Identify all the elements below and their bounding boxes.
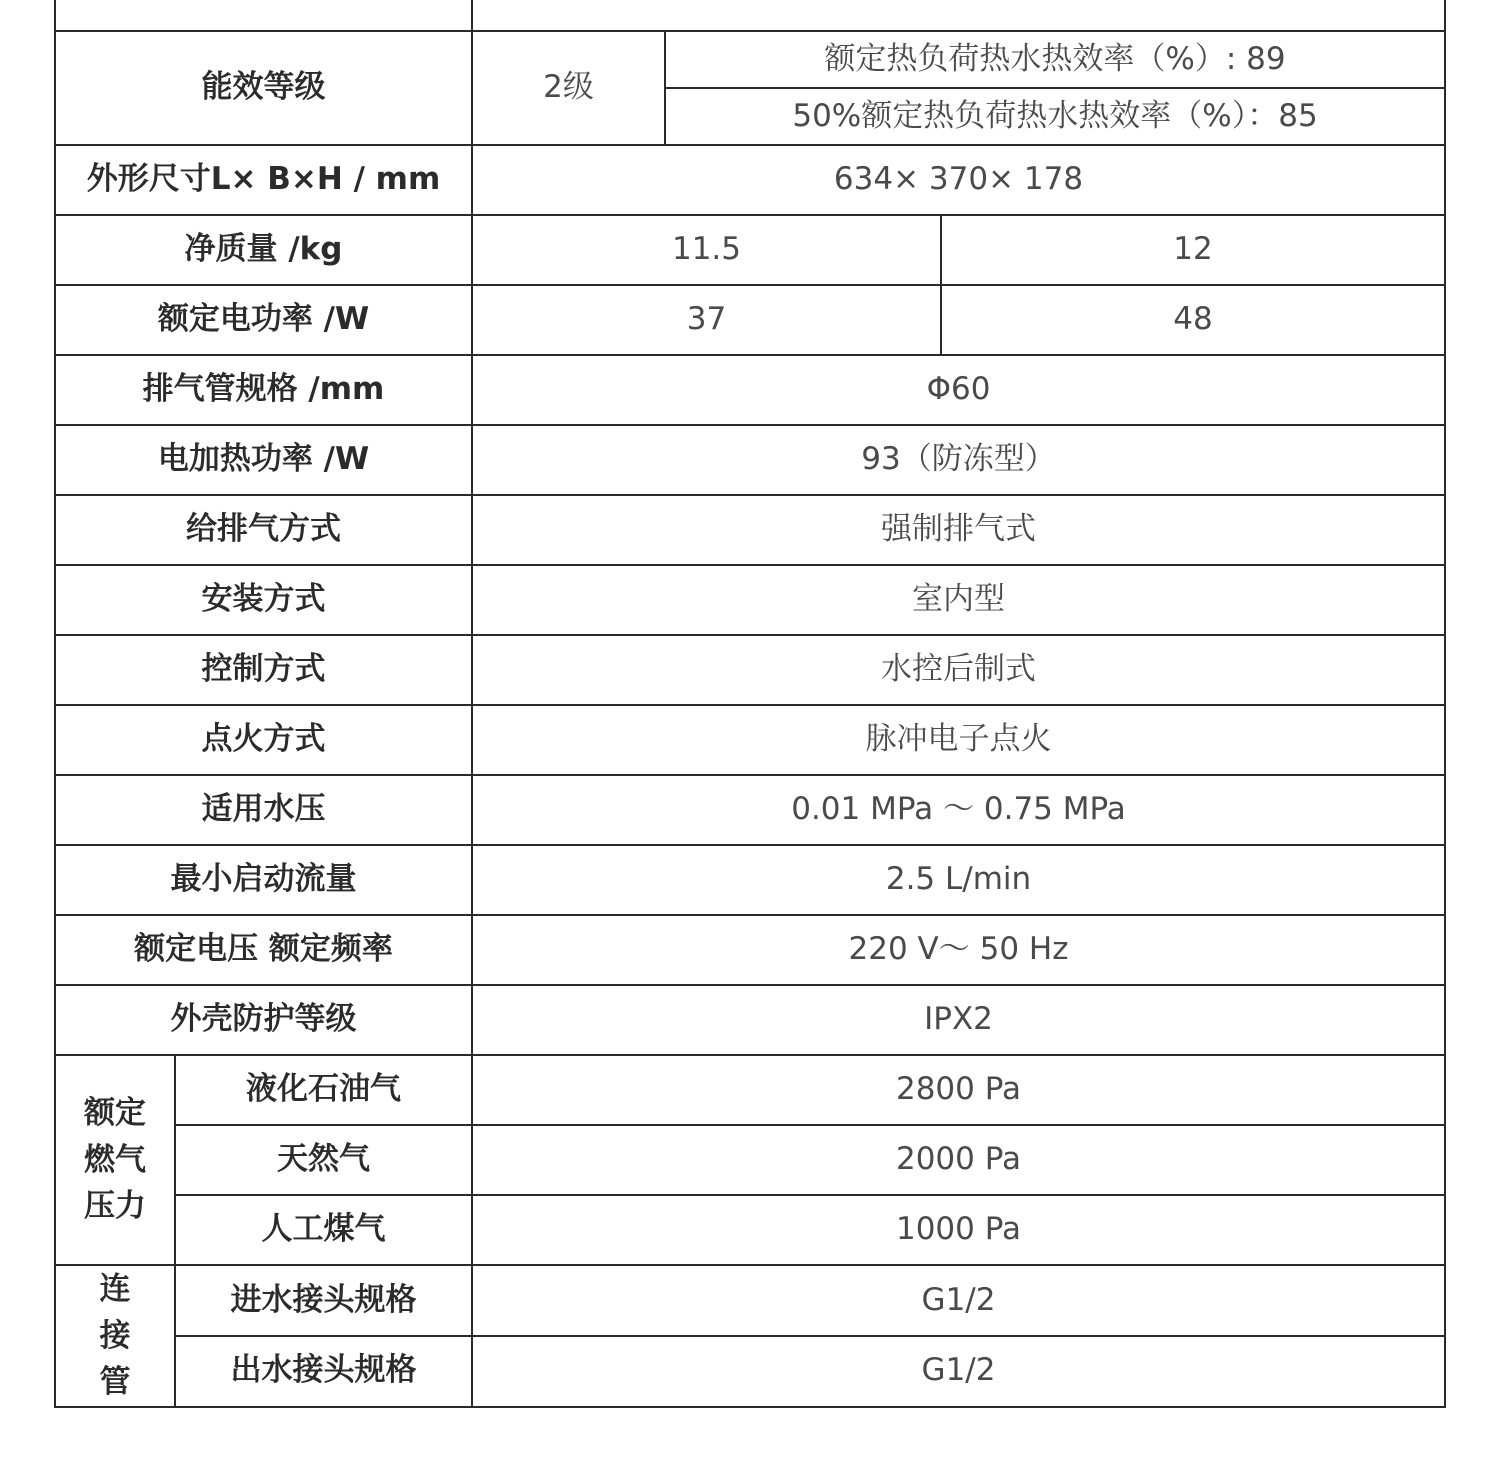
efficiency-grade: 2级 bbox=[472, 31, 665, 145]
table-row bbox=[55, 495, 1445, 565]
table-row bbox=[55, 565, 1445, 635]
table-row bbox=[55, 845, 1445, 915]
table-row bbox=[55, 1125, 1445, 1195]
row-label: 控制方式 bbox=[55, 635, 472, 705]
row-value: 脉冲电子点火 bbox=[472, 705, 1445, 775]
row-label: 给排气方式 bbox=[55, 495, 472, 565]
row-value: 634× 370× 178 bbox=[472, 145, 1445, 215]
row-value: G1/2 bbox=[472, 1336, 1445, 1407]
table-row bbox=[55, 355, 1445, 425]
row-value: 水控后制式 bbox=[472, 635, 1445, 705]
spec-table bbox=[54, 0, 1446, 1408]
row-value-a: 37 bbox=[472, 285, 941, 355]
row-label: 液化石油气 bbox=[175, 1055, 472, 1125]
table-row bbox=[55, 1055, 1445, 1125]
connection-group-label: 连 接 管 bbox=[55, 1265, 175, 1407]
row-value: G1/2 bbox=[472, 1265, 1445, 1336]
row-label: 适用水压 bbox=[55, 775, 472, 845]
row-label bbox=[55, 0, 472, 31]
row-label: 额定电功率 /W bbox=[55, 285, 472, 355]
table-row bbox=[55, 31, 1445, 88]
row-label: 天然气 bbox=[175, 1125, 472, 1195]
row-value-b: 48 bbox=[941, 285, 1445, 355]
gas-pressure-group-label: 额定 燃气 压力 bbox=[55, 1055, 175, 1265]
table-row bbox=[55, 915, 1445, 985]
row-label: 排气管规格 /mm bbox=[55, 355, 472, 425]
table-row bbox=[55, 285, 1445, 355]
table-row bbox=[55, 425, 1445, 495]
table-row bbox=[55, 215, 1445, 285]
table-row bbox=[55, 985, 1445, 1055]
row-label: 最小启动流量 bbox=[55, 845, 472, 915]
row-value: 0.01 MPa ～ 0.75 MPa bbox=[472, 775, 1445, 845]
row-label: 出水接头规格 bbox=[175, 1336, 472, 1407]
row-label: 安装方式 bbox=[55, 565, 472, 635]
row-value: IPX2 bbox=[472, 985, 1445, 1055]
row-value: 1000 Pa bbox=[472, 1195, 1445, 1265]
table-row bbox=[55, 705, 1445, 775]
efficiency-half: 50%额定热负荷热水热效率（%）：85 bbox=[665, 88, 1445, 145]
table-row bbox=[55, 635, 1445, 705]
row-value: 强制排气式 bbox=[472, 495, 1445, 565]
row-label: 额定电压 额定频率 bbox=[55, 915, 472, 985]
efficiency-rated: 额定热负荷热水热效率（%）: 89 bbox=[665, 31, 1445, 88]
row-value: 93（防冻型） bbox=[472, 425, 1445, 495]
table-row bbox=[55, 0, 1445, 31]
row-label: 电加热功率 /W bbox=[55, 425, 472, 495]
row-label: 能效等级 bbox=[55, 31, 472, 145]
row-value bbox=[472, 0, 1445, 31]
table-row bbox=[55, 145, 1445, 215]
table-row bbox=[55, 1265, 1445, 1336]
row-value: 2800 Pa bbox=[472, 1055, 1445, 1125]
table-row bbox=[55, 775, 1445, 845]
row-value: Φ60 bbox=[472, 355, 1445, 425]
row-value: 2000 Pa bbox=[472, 1125, 1445, 1195]
row-label: 点火方式 bbox=[55, 705, 472, 775]
row-label: 人工煤气 bbox=[175, 1195, 472, 1265]
row-value-a: 11.5 bbox=[472, 215, 941, 285]
row-value: 220 V～ 50 Hz bbox=[472, 915, 1445, 985]
row-label: 净质量 /kg bbox=[55, 215, 472, 285]
row-value: 室内型 bbox=[472, 565, 1445, 635]
row-value-b: 12 bbox=[941, 215, 1445, 285]
row-label: 外壳防护等级 bbox=[55, 985, 472, 1055]
spec-sheet bbox=[54, 0, 1444, 1408]
table-row bbox=[55, 1336, 1445, 1407]
row-label: 进水接头规格 bbox=[175, 1265, 472, 1336]
table-row bbox=[55, 1195, 1445, 1265]
row-label: 外形尺寸L× B×H / mm bbox=[55, 145, 472, 215]
row-value: 2.5 L/min bbox=[472, 845, 1445, 915]
